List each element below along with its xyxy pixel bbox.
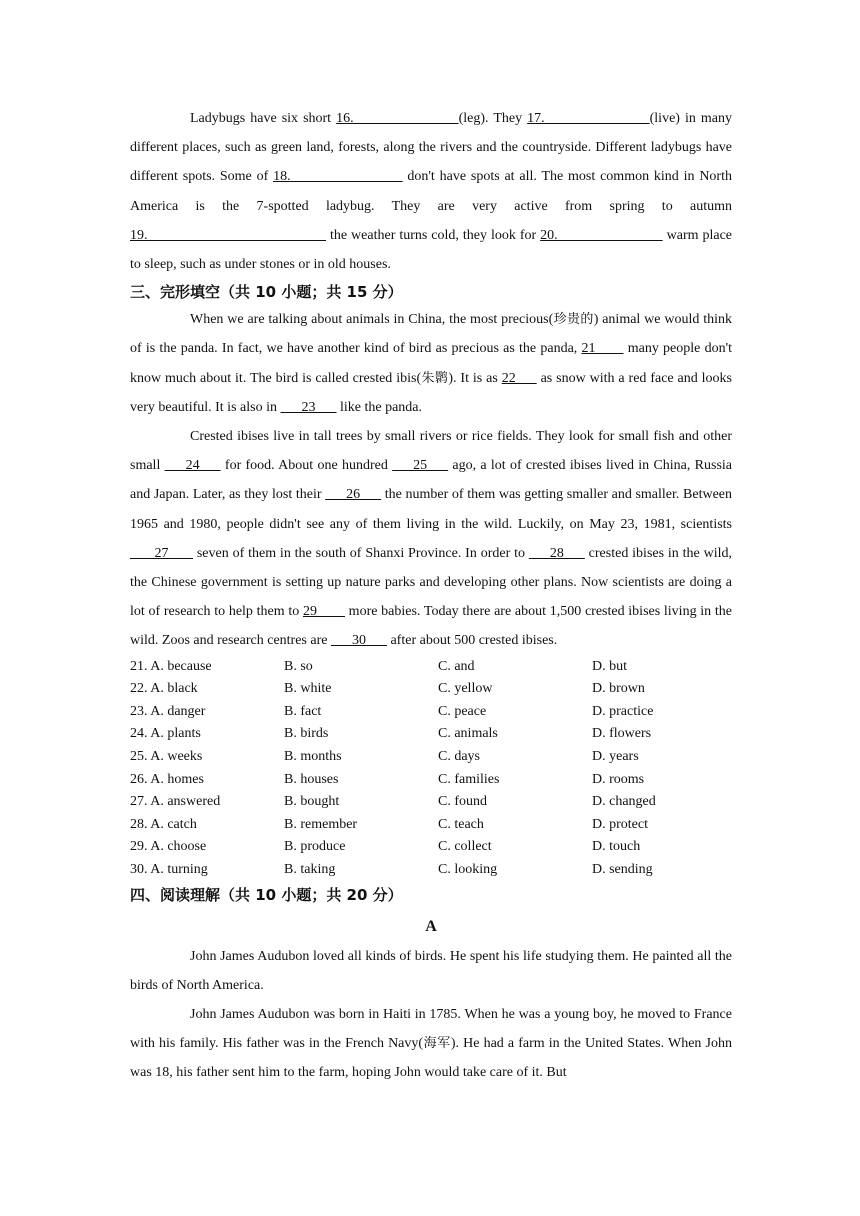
option-c[interactable]: C. collect [438, 839, 492, 855]
text-run: as snow with a red face and looks very beautiful. It is also in [130, 370, 732, 415]
option-row [130, 836, 732, 859]
blank-30[interactable]: 30 [330, 633, 387, 649]
option-c[interactable]: C. families [438, 771, 500, 787]
blank-22[interactable]: 22 [501, 370, 537, 386]
option-b[interactable]: B. so [284, 658, 313, 674]
blank-17[interactable]: 17. [527, 111, 650, 126]
text-run: more babies. Today there are about 1,500 crested ibises living in the wild. Zoos and research centres are [130, 604, 732, 649]
option-d[interactable]: D. flowers [592, 726, 652, 742]
option-a[interactable]: 25. A. weeks [130, 749, 203, 765]
option-b[interactable]: B. produce [284, 839, 346, 855]
text-run: (leg). They [458, 111, 528, 126]
text-run: John James Audubon was born in Haiti in 1785. When he was a young boy, he moved to France with his family. His father was in the French Navy( [130, 1007, 732, 1052]
text-run: many people don't know much about it. The bird is called crested ibis( [130, 341, 732, 386]
reading-paragraph-2 [130, 1000, 732, 1088]
option-d[interactable]: D. brown [592, 681, 645, 697]
option-c[interactable]: C. days [438, 749, 480, 765]
option-a[interactable]: 22. A. black [130, 681, 198, 697]
blank-23[interactable]: 23 [280, 399, 337, 415]
section-4-heading: 四、阅读理解（共 10 小题；共 20 分） [130, 885, 403, 904]
text-run: the number of them was getting smaller and smaller. Between 1965 and 1980, people didn't see any of them living in the wild. Luckily, on May 23, 1981, scientists [130, 487, 733, 532]
option-row [130, 656, 732, 679]
option-a[interactable]: 28. A. catch [130, 816, 197, 832]
option-a[interactable]: 21. A. because [130, 658, 212, 674]
text-run: ). It is as [448, 370, 502, 386]
option-b[interactable]: B. houses [284, 771, 339, 787]
option-b[interactable]: B. birds [284, 726, 329, 742]
blank-20[interactable]: 20. [540, 227, 663, 243]
option-row [130, 746, 732, 769]
text-run: after about 500 crested ibises. [386, 633, 558, 649]
blank-19[interactable]: 19. [130, 227, 326, 243]
text-run: for food. About one hundred [220, 458, 393, 474]
blank-29[interactable]: 29 [302, 604, 345, 620]
ladybug-paragraph [130, 104, 732, 279]
option-row [130, 859, 732, 882]
text-run: When we are talking about animals in China, the most precious( [190, 312, 554, 328]
chinese-gloss: 珍贵的 [553, 312, 594, 328]
option-d[interactable]: D. rooms [592, 771, 645, 787]
option-b[interactable]: B. fact [284, 703, 322, 719]
text-run: ago, a lot of crested ibises lived in China, Russia and Japan. Later, as they lost their [130, 458, 732, 503]
text-run: warm place to sleep, such as under stones or in old houses. [130, 227, 732, 273]
option-d[interactable]: D. practice [592, 703, 654, 719]
text-run: like the panda. [336, 399, 422, 415]
reading-paragraph-1: John James Audubon loved all kinds of birds. He spent his life studying them. He painted all the birds of North America. [130, 948, 732, 993]
text-run: don't have spots at all. The most common kind in North America is the 7-spotted ladybug. They are very active from spring to autumn [130, 169, 732, 214]
section-3-heading: 三、完形填空（共 10 小题；共 15 分） [130, 283, 403, 302]
option-d[interactable]: D. sending [592, 862, 653, 877]
cloze-paragraph-2 [130, 422, 732, 656]
blank-18[interactable]: 18. [273, 169, 403, 185]
blank-16[interactable]: 16. [336, 111, 459, 126]
cloze-options [130, 656, 732, 882]
option-c[interactable]: C. animals [438, 726, 498, 742]
option-c[interactable]: C. yellow [438, 681, 493, 697]
option-d[interactable]: D. changed [592, 794, 656, 810]
option-a[interactable]: 23. A. danger [130, 703, 206, 719]
option-row [130, 769, 732, 792]
chinese-gloss: 朱鹮 [421, 370, 449, 386]
passage-label: A [425, 917, 437, 935]
option-row [130, 814, 732, 837]
blank-24[interactable]: 24 [164, 458, 221, 474]
option-row [130, 701, 732, 724]
text-run: ) animal we would think of is the panda. In fact, we have another kind of bird as precious as the panda, [130, 312, 732, 357]
text-run: the weather turns cold, they look for [326, 227, 541, 243]
option-b[interactable]: B. bought [284, 794, 340, 810]
option-a[interactable]: 27. A. answered [130, 794, 221, 810]
option-b[interactable]: B. months [284, 749, 342, 765]
option-row [130, 723, 732, 746]
option-row [130, 791, 732, 814]
option-d[interactable]: D. touch [592, 839, 641, 855]
text-run: seven of them in the south of Shanxi Province. In order to [193, 545, 529, 561]
option-a[interactable]: 24. A. plants [130, 726, 201, 742]
option-d[interactable]: D. years [592, 749, 639, 765]
blank-25[interactable]: 25 [392, 458, 449, 474]
option-c[interactable]: C. teach [438, 816, 484, 832]
blank-26[interactable]: 26 [325, 487, 382, 503]
option-b[interactable]: B. remember [284, 816, 358, 832]
option-row [130, 678, 732, 701]
cloze-paragraph-1 [130, 305, 732, 422]
blank-21[interactable]: 21 [581, 341, 624, 357]
text-run: crested ibises in the wild, the Chinese government is setting up nature parks and developing other plans. Now scientists are doing a lot of research to help them to [130, 545, 732, 620]
option-a[interactable]: 30. A. turning [130, 862, 208, 877]
text-run: (live) in many different places, such as green land, forests, along the rivers and the countryside. Different ladybugs have different spots. Some of [130, 111, 732, 185]
option-d[interactable]: D. but [592, 658, 627, 674]
text-run: Crested ibises live in tall trees by small rivers or rice fields. They look for small fish and other small [130, 429, 732, 474]
option-b[interactable]: B. white [284, 681, 332, 697]
blank-28[interactable]: 28 [528, 545, 585, 561]
option-a[interactable]: 26. A. homes [130, 771, 204, 787]
option-c[interactable]: C. looking [438, 862, 498, 877]
option-d[interactable]: D. protect [592, 816, 648, 832]
option-b[interactable]: B. taking [284, 862, 336, 877]
worksheet-page [130, 104, 732, 1088]
option-c[interactable]: C. and [438, 658, 475, 674]
option-c[interactable]: C. peace [438, 703, 487, 719]
blank-27[interactable]: 27 [130, 545, 193, 561]
text-run: ). He had a farm in the United States. When John was 18, his father sent him to the farm, hoping John would take care of it. But [130, 1036, 732, 1081]
option-a[interactable]: 29. A. choose [130, 839, 207, 855]
text-run: Ladybugs have six short [190, 111, 337, 126]
option-c[interactable]: C. found [438, 794, 487, 810]
chinese-gloss: 海军 [423, 1036, 451, 1052]
